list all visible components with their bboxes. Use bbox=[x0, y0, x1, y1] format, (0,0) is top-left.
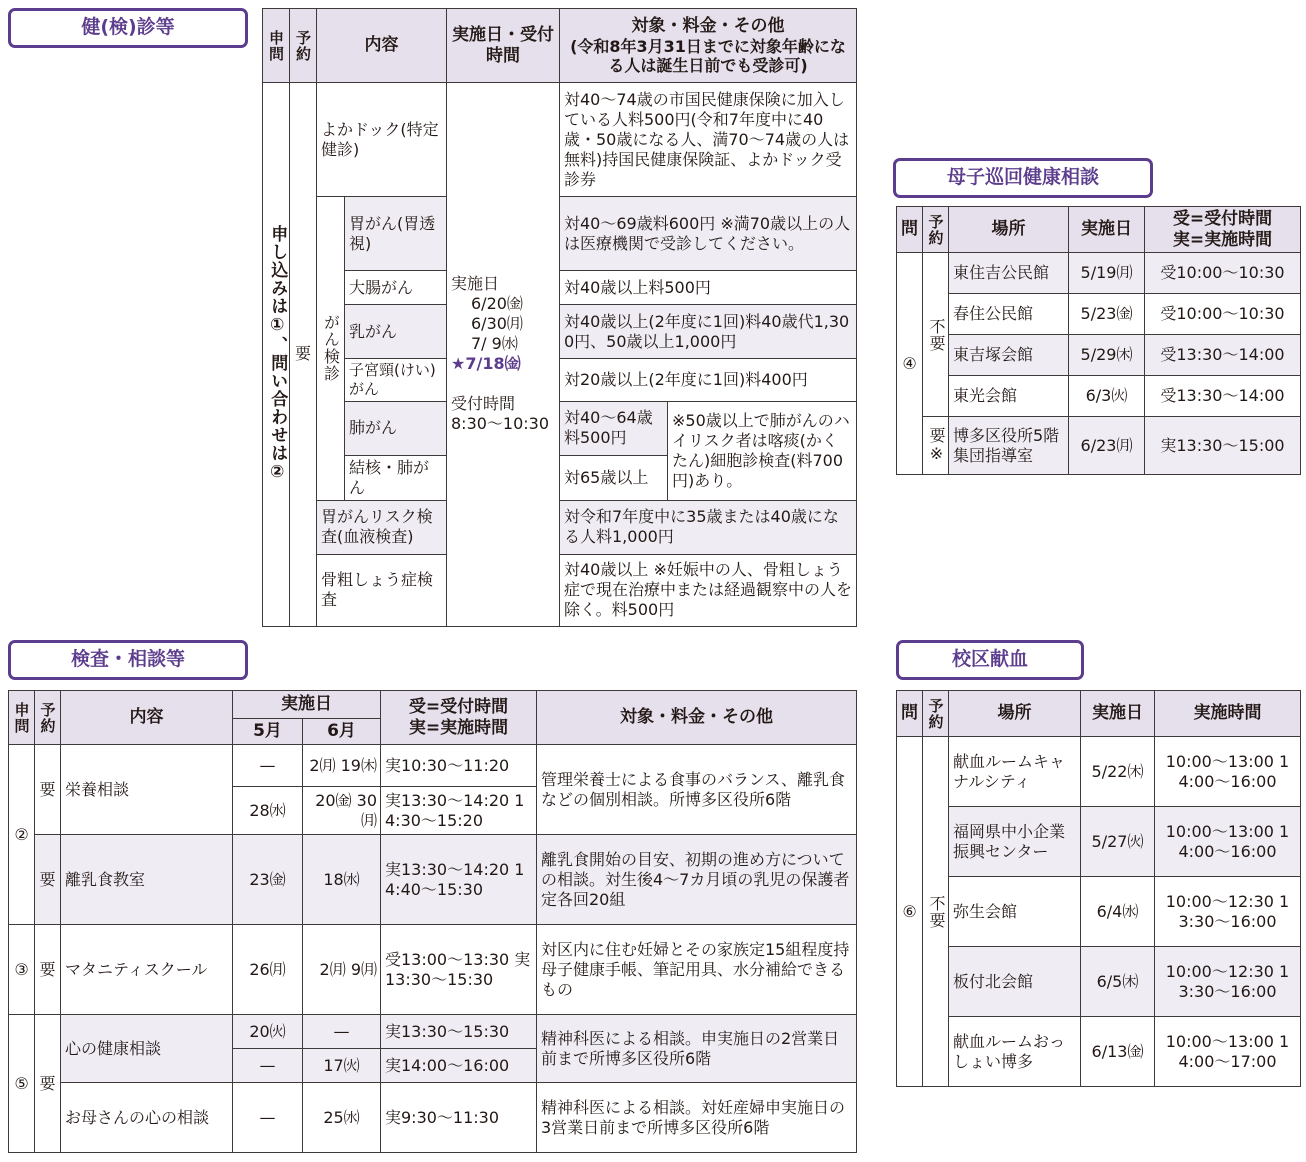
kenshin-section-title: 健(検)診等 bbox=[8, 8, 248, 48]
kenketsu-ask: ⑥ bbox=[897, 737, 923, 1087]
kenketsu-header-reserve: 予約 bbox=[923, 691, 949, 737]
kensa-header-june: 6月 bbox=[303, 719, 381, 745]
kensa-may: — bbox=[233, 1049, 303, 1083]
kenketsu-header-time: 実施時間 bbox=[1155, 691, 1301, 737]
kenshin-row-info: 対40歳以上 ※妊娠中の人、骨粗しょう症で現在治療中または経過観察中の人を除く。料500円 bbox=[560, 554, 857, 626]
kenshin-row-info: 対令和7年度中に35歳または40歳になる人料1,000円 bbox=[560, 500, 857, 554]
kenshin-row-info: 対40歳以上料500円 bbox=[560, 271, 857, 305]
kenshin-row-name: よかドック(特定健診) bbox=[317, 83, 447, 197]
kenshin-row-info: 対40歳以上(2年度に1回)料40歳代1,300円、50歳以上1,000円 bbox=[560, 305, 857, 359]
kensa-may: 23㈮ bbox=[233, 835, 303, 925]
gan-label: がん検診 bbox=[317, 197, 345, 501]
boshi-date: 5/19㈪ bbox=[1069, 253, 1145, 294]
kensa-header-reserve: 予約 bbox=[35, 691, 61, 745]
boshi-date: 6/23㈪ bbox=[1069, 417, 1145, 475]
kenshin-reserve: 要 bbox=[290, 83, 317, 627]
kensa-info: 精神科医による相談。対妊産婦申実施日の3営業日前まで所博多区役所6階 bbox=[537, 1083, 857, 1153]
kenshin-header-target: 対象・料金・その他 (令和8年3月31日までに対象年齢になる人は誕生日前でも受診可) bbox=[560, 9, 857, 83]
kensa-table bbox=[8, 690, 857, 1153]
boshi-date: 5/29㈭ bbox=[1069, 335, 1145, 376]
kenshin-row-info: 対20歳以上(2年度に1回)料400円 bbox=[560, 359, 857, 402]
kensa-ask: ② bbox=[9, 745, 35, 925]
boshi-time: 実13:30〜15:00 bbox=[1145, 417, 1301, 475]
kensa-item-name: 心の健康相談 bbox=[61, 1015, 233, 1083]
boshi-place: 東吉塚会館 bbox=[949, 335, 1069, 376]
boshi-place: 東住吉公民館 bbox=[949, 253, 1069, 294]
kensa-june: 25㈬ bbox=[303, 1083, 381, 1153]
kensa-june: 2㈪ 19㈭ bbox=[303, 745, 381, 787]
kenshin-dates: 実施日 6/20㈮ 6/30㈪ 7/ 9㈬ ★7/18㈮ 受付時間 8:30〜10:30 bbox=[447, 83, 560, 627]
kensa-reserve: 要 bbox=[35, 835, 61, 925]
kenketsu-date: 6/5㈭ bbox=[1081, 947, 1155, 1017]
kenshin-star-date: ★7/18㈮ bbox=[451, 354, 521, 374]
kensa-may: 28㈬ bbox=[233, 787, 303, 835]
kenketsu-date: 6/4㈬ bbox=[1081, 877, 1155, 947]
boshi-table bbox=[896, 206, 1301, 475]
boshi-place: 東光会館 bbox=[949, 376, 1069, 417]
kensa-may: 26㈪ bbox=[233, 925, 303, 1015]
kensa-header-info: 対象・料金・その他 bbox=[537, 691, 857, 745]
kensa-june: 17㈫ bbox=[303, 1049, 381, 1083]
kensa-header-content: 内容 bbox=[61, 691, 233, 745]
kenketsu-place: 献血ルームおっしょい博多 bbox=[949, 1017, 1081, 1087]
kenketsu-time: 10:00〜13:00 14:00〜16:00 bbox=[1155, 807, 1301, 877]
kenshin-apply-note: 申し込みは①、問い合わせは② bbox=[263, 83, 290, 627]
kensa-reserve: 要 bbox=[35, 1015, 61, 1153]
boshi-header-reserve: 予約 bbox=[923, 207, 949, 253]
boshi-place: 春住公民館 bbox=[949, 294, 1069, 335]
kenketsu-time: 10:00〜12:30 13:30〜16:00 bbox=[1155, 947, 1301, 1017]
boshi-time: 受13:30〜14:00 bbox=[1145, 376, 1301, 417]
kensa-header-time: 受=受付時間 実=実施時間 bbox=[381, 691, 537, 745]
kenketsu-place: 福岡県中小企業振興センター bbox=[949, 807, 1081, 877]
kensa-header-may: 5月 bbox=[233, 719, 303, 745]
kensa-reserve: 要 bbox=[35, 745, 61, 835]
kenshin-row-name: 肺がん bbox=[345, 401, 447, 455]
kenketsu-time: 10:00〜13:00 14:00〜17:00 bbox=[1155, 1017, 1301, 1087]
kenshin-row-name: 胃がん(胃透視) bbox=[345, 197, 447, 271]
kenketsu-date: 5/22㈭ bbox=[1081, 737, 1155, 807]
kensa-may: — bbox=[233, 1083, 303, 1153]
kensa-header-apply: 申問 bbox=[9, 691, 35, 745]
kensa-time: 実10:30〜11:20 bbox=[381, 745, 537, 787]
kensa-ask: ⑤ bbox=[9, 1015, 35, 1153]
boshi-reserve-b: 要※ bbox=[923, 417, 949, 475]
kenshin-row-info: 対40〜64歳料500円 bbox=[560, 401, 668, 455]
kenshin-header-date: 実施日・受付時間 bbox=[447, 9, 560, 83]
kensa-ask: ③ bbox=[9, 925, 35, 1015]
kenketsu-header-date: 実施日 bbox=[1081, 691, 1155, 737]
kenketsu-header-place: 場所 bbox=[949, 691, 1081, 737]
boshi-header-place: 場所 bbox=[949, 207, 1069, 253]
kenketsu-reserve: 不要 bbox=[923, 737, 949, 1087]
kenketsu-date: 6/13㈮ bbox=[1081, 1017, 1155, 1087]
kenketsu-place: 献血ルームキャナルシティ bbox=[949, 737, 1081, 807]
kenshin-header-reserve: 予約 bbox=[290, 9, 317, 83]
kensa-item-name: お母さんの心の相談 bbox=[61, 1083, 233, 1153]
kenshin-row-name: 乳がん bbox=[345, 305, 447, 359]
boshi-date: 5/23㈮ bbox=[1069, 294, 1145, 335]
kensa-may: 20㈫ bbox=[233, 1015, 303, 1049]
kensa-june: 20㈮ 30㈪ bbox=[303, 787, 381, 835]
kensa-june: 2㈪ 9㈪ bbox=[303, 925, 381, 1015]
boshi-time: 受13:30〜14:00 bbox=[1145, 335, 1301, 376]
boshi-section-title: 母子巡回健康相談 bbox=[893, 158, 1153, 198]
kensa-section-title: 検査・相談等 bbox=[8, 640, 248, 680]
kenketsu-section-title: 校区献血 bbox=[896, 640, 1084, 680]
kenshin-table bbox=[262, 8, 857, 627]
kenketsu-date: 5/27㈫ bbox=[1081, 807, 1155, 877]
kensa-time: 実13:30〜14:20 14:30〜15:20 bbox=[381, 787, 537, 835]
boshi-header-time: 受=受付時間 実=実施時間 bbox=[1145, 207, 1301, 253]
kensa-time: 実9:30〜11:30 bbox=[381, 1083, 537, 1153]
kensa-june: — bbox=[303, 1015, 381, 1049]
kensa-time: 実13:30〜15:30 bbox=[381, 1015, 537, 1049]
kenshin-header-apply: 申問 bbox=[263, 9, 290, 83]
boshi-ask: ④ bbox=[897, 253, 923, 475]
kenshin-row-name: 骨粗しょう症検査 bbox=[317, 554, 447, 626]
kenshin-row-info: 対40〜74歳の市国民健康保険に加入している人料500円(令和7年度中に40歳・50歳になる人、満70〜74歳の人は無料)持国民健康保険証、よかドック受診券 bbox=[560, 83, 857, 197]
kensa-info: 精神科医による相談。申実施日の2営業日前まで所博多区役所6階 bbox=[537, 1015, 857, 1083]
kensa-time: 実13:30〜14:20 14:40〜15:30 bbox=[381, 835, 537, 925]
kenketsu-time: 10:00〜13:00 14:00〜16:00 bbox=[1155, 737, 1301, 807]
kenshin-row-name: 結核・肺がん bbox=[345, 455, 447, 500]
boshi-header-ask: 問 bbox=[897, 207, 923, 253]
kenshin-row-name: 胃がんリスク検査(血液検査) bbox=[317, 500, 447, 554]
boshi-time: 受10:00〜10:30 bbox=[1145, 294, 1301, 335]
kensa-header-date: 実施日 bbox=[233, 691, 381, 719]
kensa-info: 離乳食開始の目安、初期の進め方についての相談。対生後4〜7カ月頃の乳児の保護者定各回20組 bbox=[537, 835, 857, 925]
boshi-header-date: 実施日 bbox=[1069, 207, 1145, 253]
kenshin-header-content: 内容 bbox=[317, 9, 447, 83]
kensa-item-name: 栄養相談 bbox=[61, 745, 233, 835]
kenshin-row-info: 対65歳以上 bbox=[560, 455, 668, 500]
boshi-time: 受10:00〜10:30 bbox=[1145, 253, 1301, 294]
kensa-time: 受13:00〜13:30 実13:30〜15:30 bbox=[381, 925, 537, 1015]
boshi-date: 6/3㈫ bbox=[1069, 376, 1145, 417]
kenshin-row-name: 子宮頸(けい)がん bbox=[345, 359, 447, 402]
kenshin-row-info: 対40〜69歳料600円 ※満70歳以上の人は医療機関で受診してください。 bbox=[560, 197, 857, 271]
kensa-item-name: マタニティスクール bbox=[61, 925, 233, 1015]
lung-note: ※50歳以上で肺がんのハイリスク者は喀痰(かくたん)細胞診検査(料700円)あり。 bbox=[668, 401, 857, 500]
kenketsu-time: 10:00〜12:30 13:30〜16:00 bbox=[1155, 877, 1301, 947]
kensa-reserve: 要 bbox=[35, 925, 61, 1015]
boshi-place: 博多区役所5階集団指導室 bbox=[949, 417, 1069, 475]
kenketsu-table bbox=[896, 690, 1301, 1087]
kensa-item-name: 離乳食教室 bbox=[61, 835, 233, 925]
kensa-info: 対区内に住む妊婦とその家族定15組程度持母子健康手帳、筆記用具、水分補給できるもの bbox=[537, 925, 857, 1015]
kensa-info: 管理栄養士による食事のバランス、離乳食などの個別相談。所博多区役所6階 bbox=[537, 745, 857, 835]
kenshin-row-name: 大腸がん bbox=[345, 271, 447, 305]
kensa-may: — bbox=[233, 745, 303, 787]
kenketsu-place: 弥生会館 bbox=[949, 877, 1081, 947]
kenketsu-place: 板付北会館 bbox=[949, 947, 1081, 1017]
kenketsu-header-ask: 問 bbox=[897, 691, 923, 737]
kensa-june: 18㈬ bbox=[303, 835, 381, 925]
boshi-reserve-a: 不要 bbox=[923, 253, 949, 417]
kensa-time: 実14:00〜16:00 bbox=[381, 1049, 537, 1083]
